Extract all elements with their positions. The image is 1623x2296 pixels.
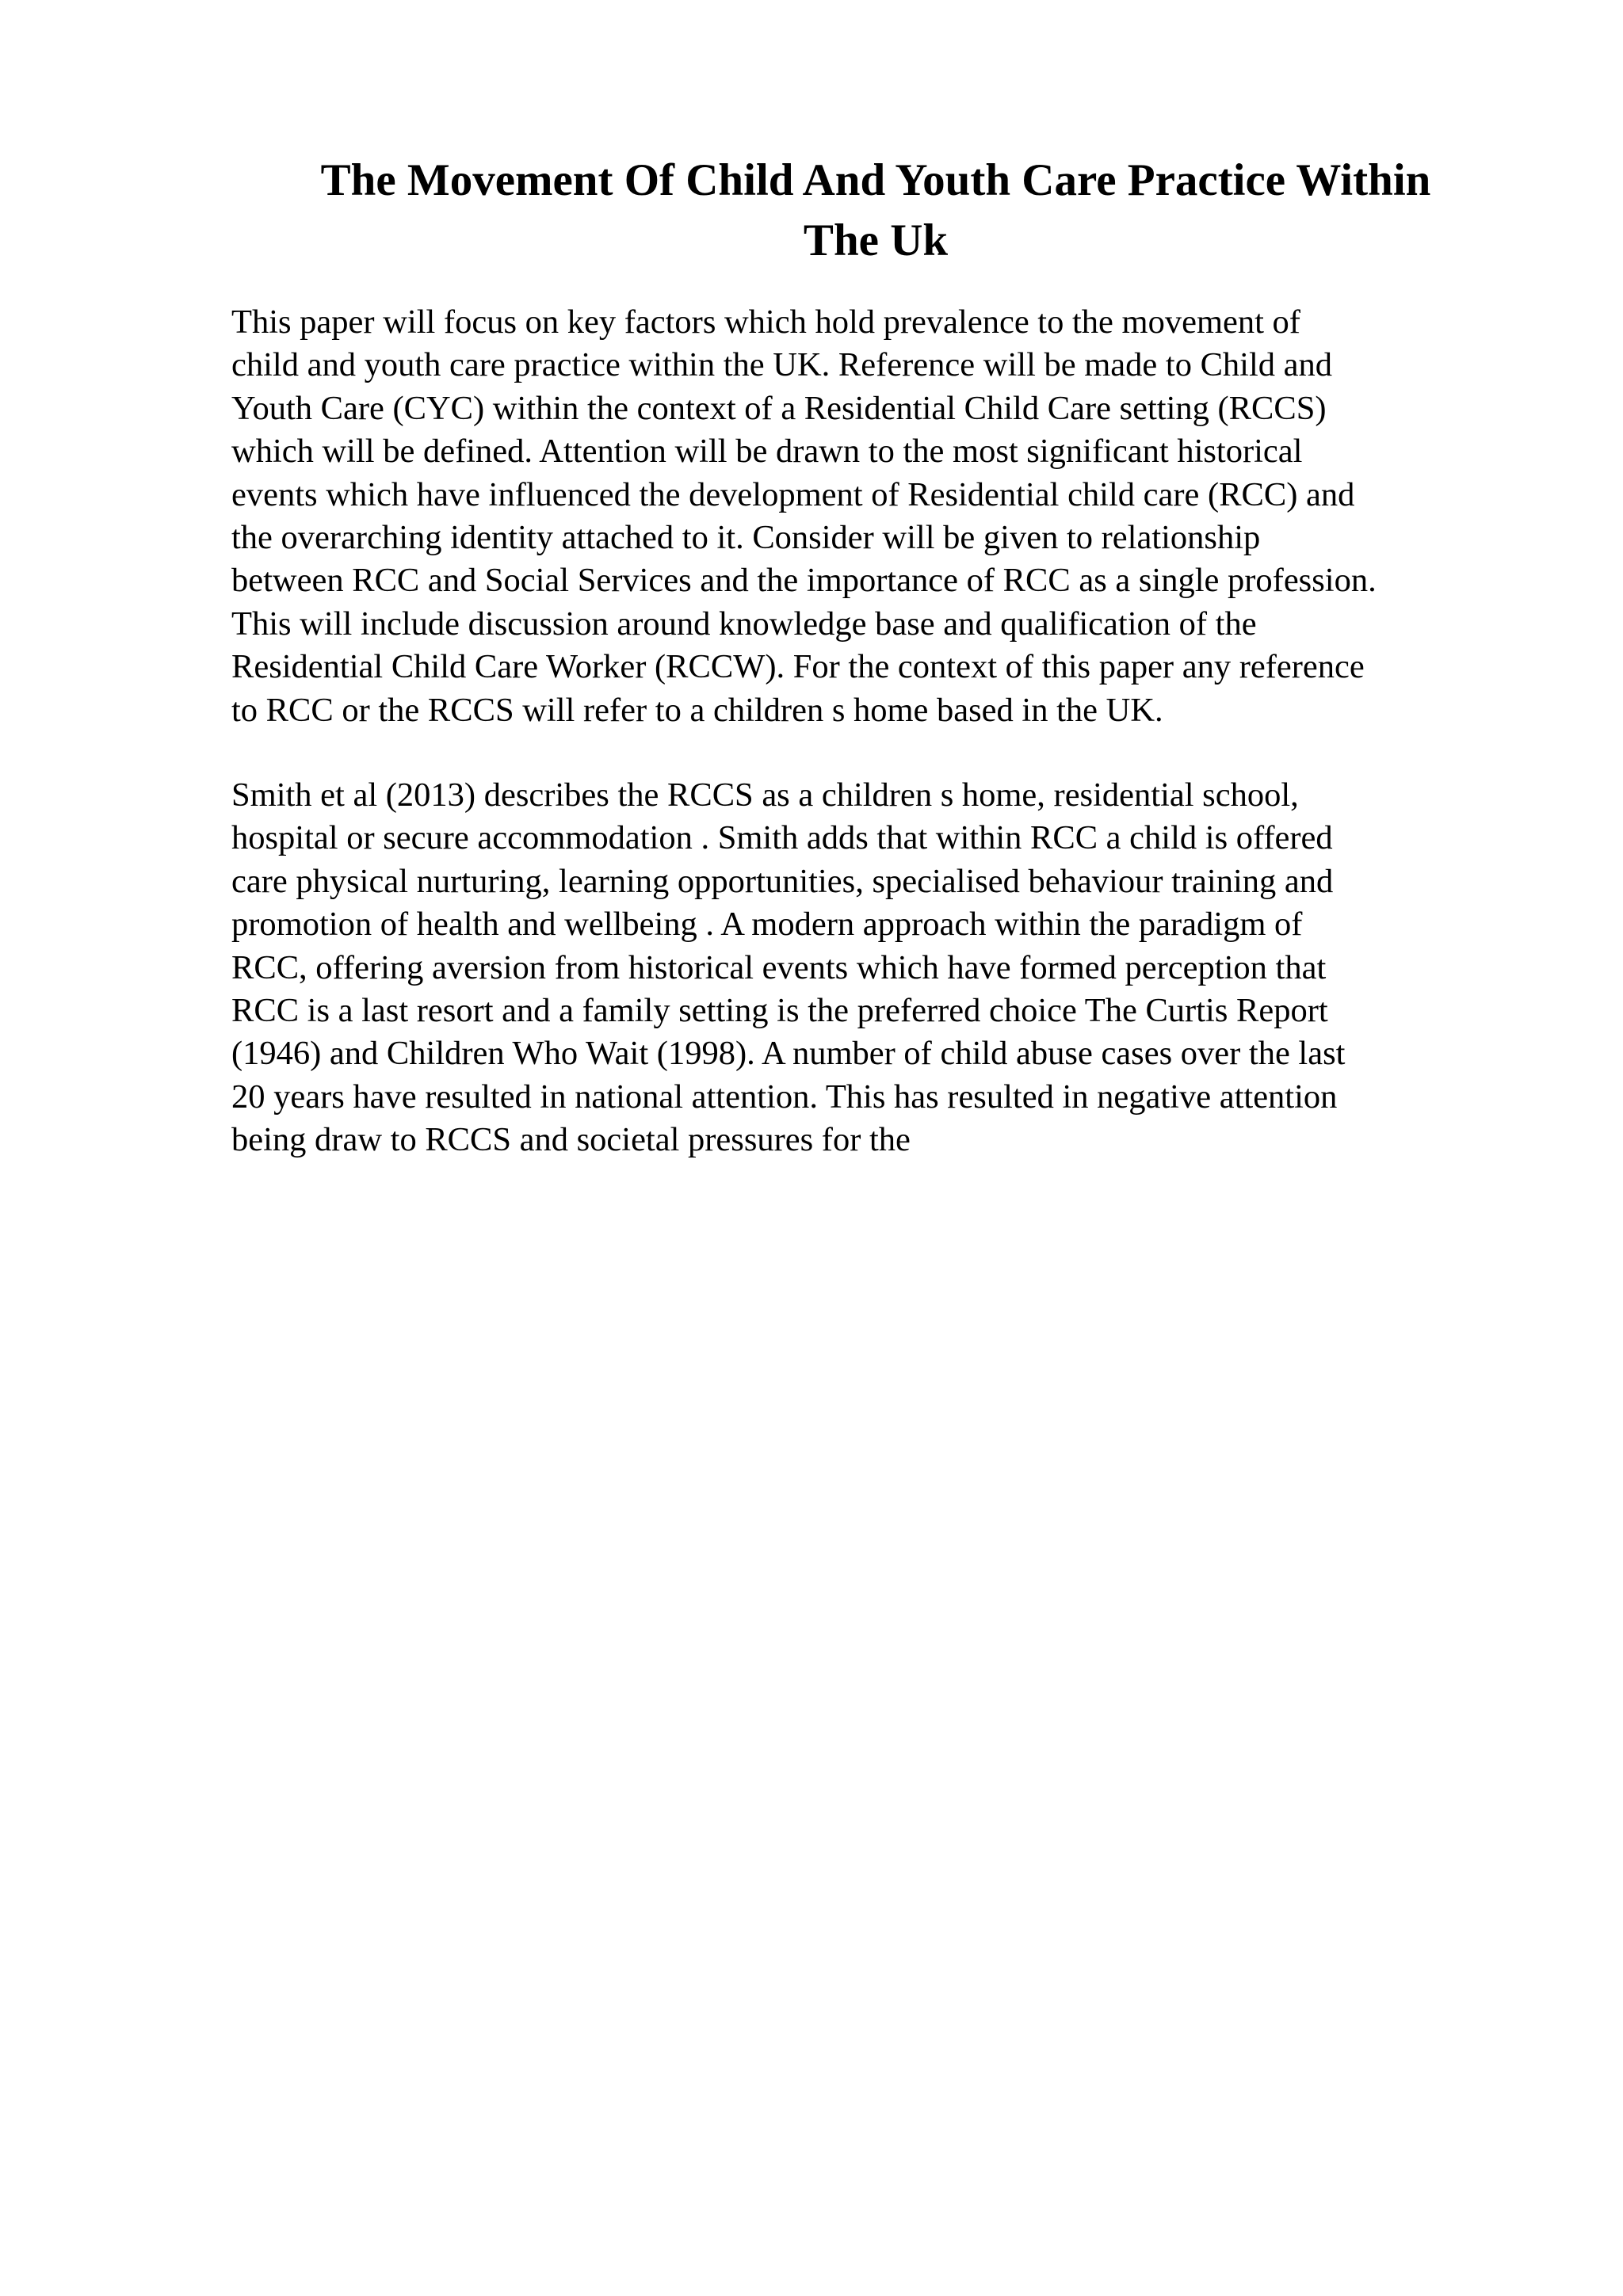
document-title: The Movement Of Child And Youth Care Practice Within The Uk	[320, 155, 1431, 265]
paragraph-rccs-definition: Smith et al (2013) describes the RCCS as a children s home, residential school, hospital or secure accommodation . Smith adds that within RCC a child is offered care physical nurturing, learning opportunities, specialised behaviour training and promotion of health and wellbeing . A modern approach within the paradigm of RCC, offering aversion from historical events which have formed perception that RCC is a last resort and a family setting is the preferred choice The Curtis Report (1946) and Children Who Wait (1998). A number of child abuse cases over the last 20 years have resulted in national attention. This has resulted in negative attention being draw to RCCS and societal pressures for the	[231, 776, 1346, 1159]
paragraph-intro: This paper will focus on key factors which hold prevalence to the movement of child and youth care practice within the UK. Reference will be made to Child and Youth Care (CYC) within the context of a Residential Child Care setting (RCCS) which will be defined. Attention will be drawn to the most significant historical events which have influenced the development of Residential child care (RCC) and the overarching identity attached to it. Consider will be given to relationship between RCC and Social Services and the importance of RCC as a single profession. This will include discussion around knowledge base and qualification of the Residential Child Care Worker (RCCW). For the context of this paper any reference to RCC or the RCCS will refer to a children s home based in the UK.	[231, 303, 1377, 729]
